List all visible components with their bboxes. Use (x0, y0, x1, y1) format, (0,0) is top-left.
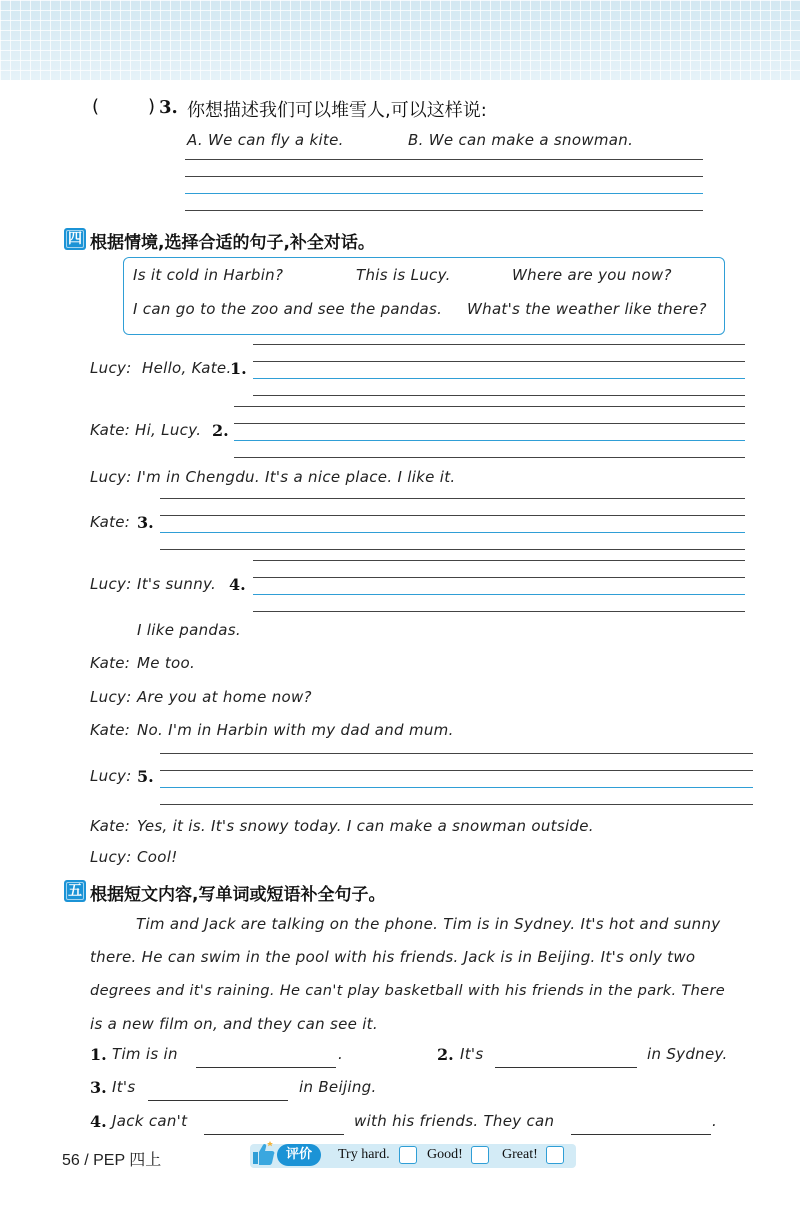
writing-line (253, 395, 745, 396)
fill-q4-end: . (712, 1112, 718, 1130)
answer-blank[interactable] (571, 1134, 711, 1135)
writing-line (234, 406, 745, 407)
fill-q4-middle: with his friends. They can (354, 1112, 555, 1130)
speaker-label: Lucy: (90, 767, 132, 785)
speaker-label: Lucy: (90, 848, 132, 866)
answer-blank[interactable] (495, 1067, 637, 1068)
q3-bracket-open: ( (92, 96, 100, 117)
fill-q2-number: 2. (437, 1045, 454, 1064)
option-sentence: Where are you now? (512, 266, 672, 284)
fill-q2-end: in Sydney. (647, 1045, 728, 1063)
answer-blank[interactable] (196, 1067, 336, 1068)
writing-line (253, 361, 745, 362)
speaker-label: Kate: (90, 654, 131, 672)
q3-bracket-close: ) (148, 96, 156, 117)
fill-q3-end: in Beijing. (299, 1078, 377, 1096)
answer-blank[interactable] (204, 1134, 344, 1135)
passage-line: Tim and Jack are talking on the phone. Tim is in Sydney. It's hot and sunny (136, 915, 721, 933)
dialogue-text: Yes, it is. It's snowy today. I can make a snowman outside. (137, 817, 594, 835)
passage-line: degrees and it's raining. He can't play basketball with his friends in the park. There (90, 982, 726, 999)
speaker-label: Lucy: (90, 468, 132, 486)
dialogue-text: Hello, Kate. (142, 359, 232, 377)
blank-number: 3. (137, 513, 154, 532)
speaker-label: Lucy: (90, 688, 132, 706)
writing-line (160, 498, 745, 499)
dialogue-text: No. I'm in Harbin with my dad and mum. (137, 721, 454, 739)
dialogue-text: I'm in Chengdu. It's a nice place. I like it. (137, 468, 456, 486)
top-grid-band (0, 0, 800, 80)
q3-option-b: B. We can make a snowman. (408, 131, 634, 149)
writing-line (185, 210, 703, 211)
writing-line-blue (234, 440, 745, 441)
writing-line (253, 560, 745, 561)
q3-prompt: 你想描述我们可以堆雪人,可以这样说: (187, 100, 487, 121)
section4-badge: 四 (64, 228, 86, 250)
dialogue-text: It's sunny. (137, 575, 217, 593)
fill-q1-number: 1. (90, 1045, 107, 1064)
option-sentence: Is it cold in Harbin? (133, 266, 284, 284)
page-number: 56 / PEP 四上 (62, 1152, 162, 1169)
eval-option-label: Try hard. (338, 1147, 390, 1162)
q3-number: 3. (159, 97, 178, 118)
writing-line (160, 753, 753, 754)
writing-line (253, 344, 745, 345)
speaker-label: Lucy: (90, 575, 132, 593)
fill-q4-text: Jack can't (112, 1112, 188, 1130)
writing-line (160, 804, 753, 805)
option-sentence: This is Lucy. (356, 266, 451, 284)
fill-q3-number: 3. (90, 1078, 107, 1097)
writing-line (253, 611, 745, 612)
fill-q2-text: It's (460, 1045, 484, 1063)
section4-title: 根据情境,选择合适的句子,补全对话。 (90, 233, 375, 253)
passage-line: there. He can swim in the pool with his friends. Jack is in Beijing. It's only two (90, 948, 696, 966)
option-sentence: What's the weather like there? (467, 300, 707, 318)
dialogue-text: Are you at home now? (137, 688, 312, 706)
speaker-label: Kate: (90, 721, 131, 739)
writing-line-blue (160, 787, 753, 788)
option-sentence: I can go to the zoo and see the pandas. (133, 300, 443, 318)
writing-line (185, 176, 703, 177)
section5-title: 根据短文内容,写单词或短语补全句子。 (90, 885, 386, 905)
fill-q1-end: . (338, 1045, 344, 1063)
writing-line-blue (160, 532, 745, 533)
good-checkbox[interactable] (471, 1146, 489, 1164)
writing-line (160, 770, 753, 771)
q3-option-a: A. We can fly a kite. (187, 131, 344, 149)
answer-blank[interactable] (148, 1100, 288, 1101)
speaker-label: Kate: (90, 421, 131, 439)
writing-line (160, 515, 745, 516)
dialogue-text: Hi, Lucy. (135, 421, 202, 439)
evaluation-label: 评价 (277, 1144, 321, 1166)
blank-number: 5. (137, 767, 154, 786)
eval-option-label: Good! (427, 1147, 463, 1162)
speaker-label: Lucy: (90, 359, 132, 377)
eval-option-label: Great! (502, 1147, 538, 1162)
dialogue-text: Cool! (137, 848, 178, 866)
writing-line (253, 577, 745, 578)
fill-q1-text: Tim is in (112, 1045, 178, 1063)
fill-q4-number: 4. (90, 1112, 107, 1131)
thumbs-up-icon (250, 1139, 276, 1167)
speaker-label: Kate: (90, 513, 131, 531)
section5-badge: 五 (64, 880, 86, 902)
speaker-label: Kate: (90, 817, 131, 835)
blank-number: 1. (230, 359, 247, 378)
writing-line-blue (253, 378, 745, 379)
writing-line-blue (253, 594, 745, 595)
writing-line (160, 549, 745, 550)
writing-line-blue (185, 193, 703, 194)
fill-q3-text: It's (112, 1078, 136, 1096)
passage-line: is a new film on, and they can see it. (90, 1015, 378, 1033)
blank-number: 4. (229, 575, 246, 594)
great-checkbox[interactable] (546, 1146, 564, 1164)
blank-number: 2. (212, 421, 229, 440)
dialogue-text: Me too. (137, 654, 196, 672)
writing-line (185, 159, 703, 160)
try-hard-checkbox[interactable] (399, 1146, 417, 1164)
dialogue-text: I like pandas. (137, 621, 241, 639)
writing-line (234, 457, 745, 458)
writing-line (234, 423, 745, 424)
